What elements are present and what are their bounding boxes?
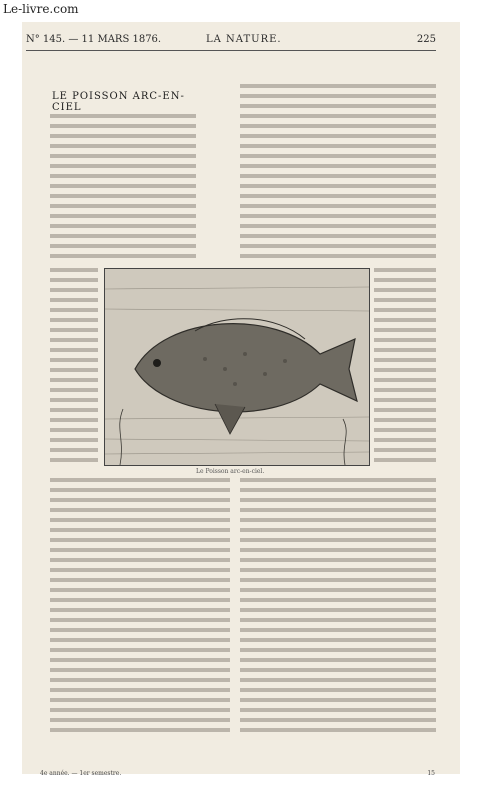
fish-engraving: [104, 268, 370, 466]
journal-title: LA NATURE.: [206, 34, 282, 45]
site-watermark: Le-livre.com: [3, 2, 79, 16]
text-column-right-bottom: [240, 478, 436, 738]
fish-illustration: [105, 269, 369, 465]
page-number: 225: [416, 34, 436, 45]
text-column-right-narrow: [374, 268, 436, 468]
figure-caption: Le Poisson arc-en-ciel.: [196, 468, 265, 475]
text-column-left-top: [50, 114, 196, 264]
text-column-right-top: [240, 84, 436, 264]
sheet-number: 15: [427, 770, 435, 777]
text-column-left-bottom: [50, 478, 230, 738]
text-column-left-narrow: [50, 268, 98, 468]
volume-signature: 4e année. — 1er semestre.: [40, 770, 122, 777]
header-rule: [26, 50, 436, 51]
article-title: LE POISSON ARC-EN-CIEL: [52, 91, 185, 113]
issue-info: N° 145. — 11 MARS 1876.: [26, 34, 162, 45]
page-header: [26, 34, 436, 48]
